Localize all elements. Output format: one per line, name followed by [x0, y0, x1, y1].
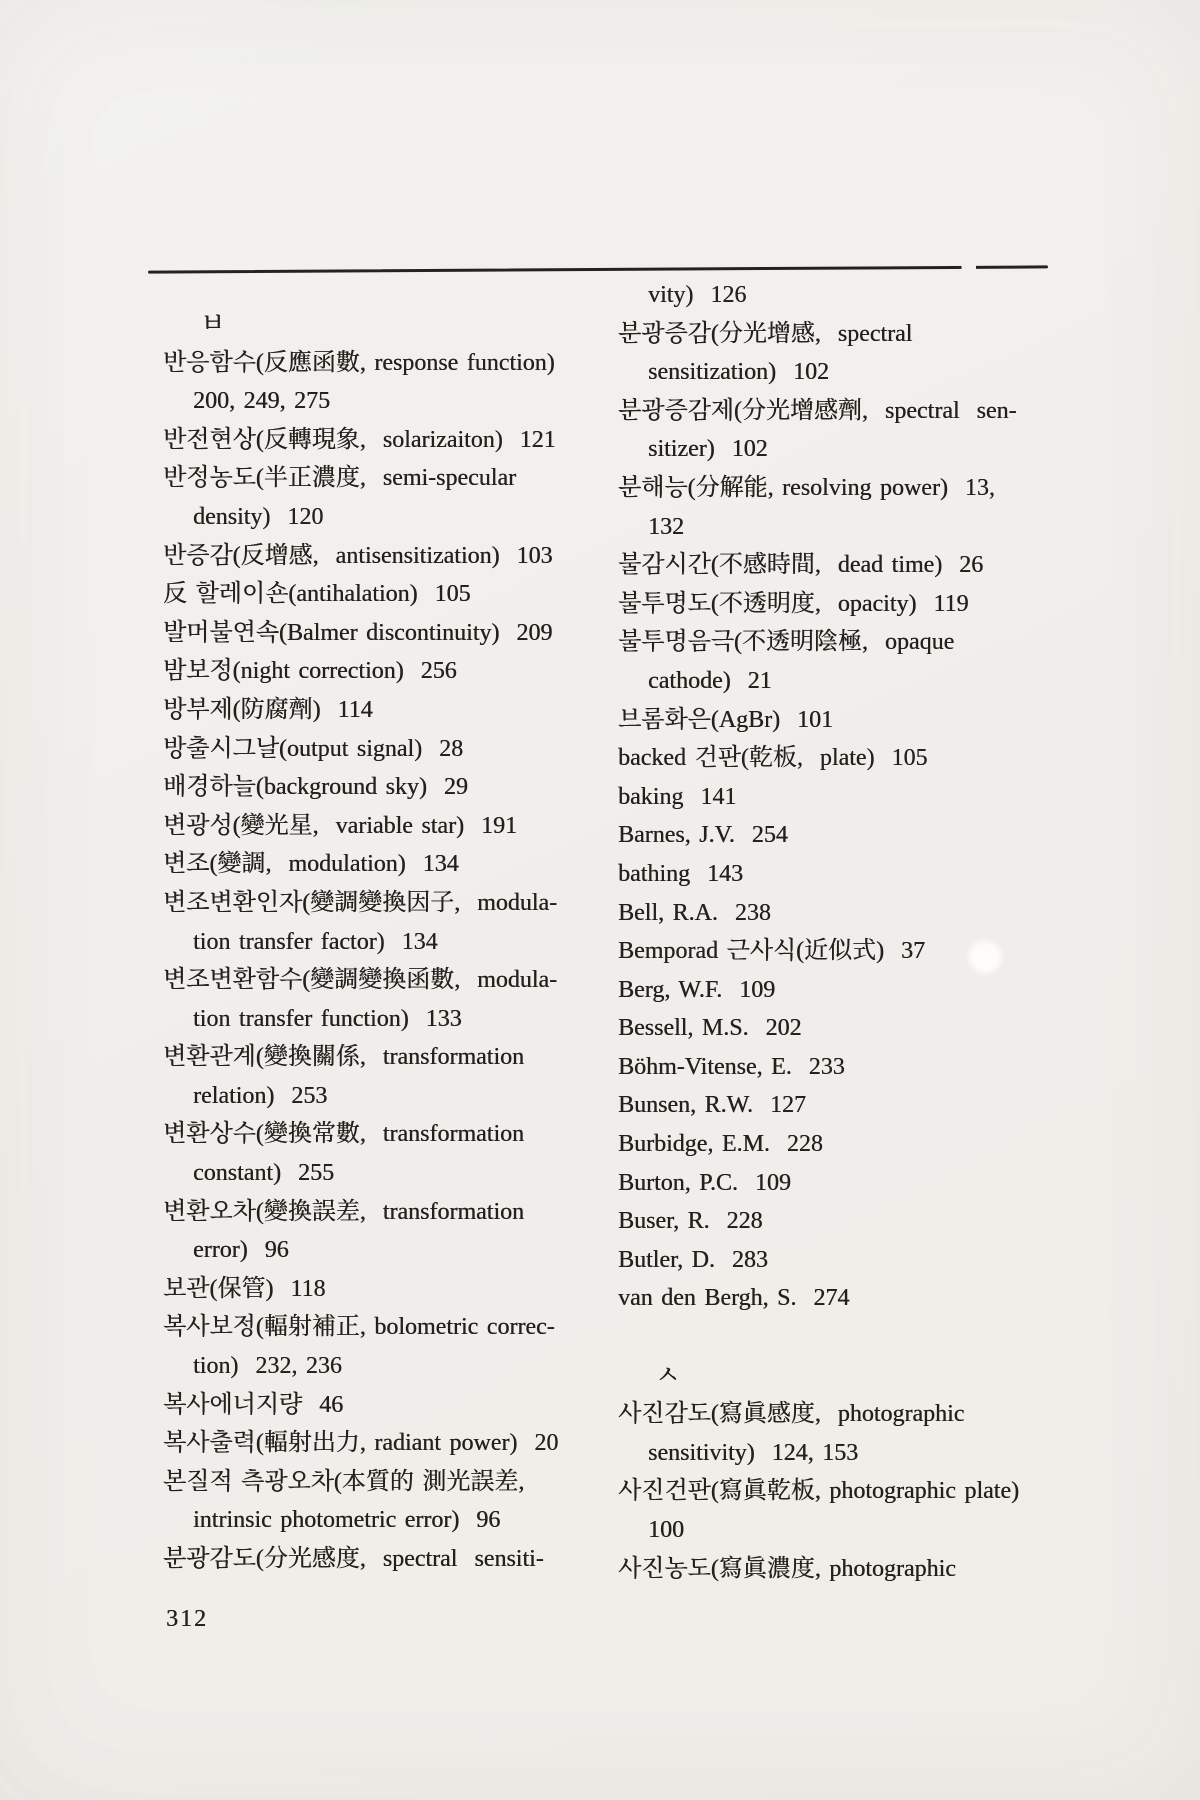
- index-entry-line: 분광증감(分光增感, spectral: [618, 320, 913, 347]
- index-continuation-line: sensitivity) 124, 153: [648, 1439, 859, 1466]
- index-continuation-line: error) 96: [193, 1237, 289, 1264]
- index-entry-line: 복사출력(輻射出力, radiant power) 20: [163, 1430, 559, 1457]
- index-continuation-line: tion) 232, 236: [193, 1353, 342, 1380]
- index-entry-line: Bell, R.A. 238: [618, 899, 771, 926]
- scan-artifact-spot: [966, 938, 1004, 976]
- index-entry-line: 분광감도(分光感度, spectral sensiti-: [163, 1546, 544, 1572]
- index-entry-line: 사진감도(寫眞感度, photographic: [618, 1401, 965, 1428]
- index-entry-line: 복사에너지량 46: [163, 1391, 344, 1418]
- index-entry-line: 변조변환인자(變調變換因子, modula-: [163, 889, 558, 916]
- index-entry-line: 변조변환함수(變調變換函數, modula-: [163, 967, 558, 994]
- index-entry-line: Butler, D. 283: [618, 1246, 768, 1273]
- page-number: 312: [166, 1606, 208, 1632]
- index-entry-line: 반전현상(反轉現象, solarizaiton) 121: [163, 426, 556, 453]
- index-entry-line: 反 할레이숀(antihalation) 105: [163, 581, 471, 608]
- index-continuation-line: constant) 255: [193, 1160, 334, 1187]
- index-entry-line: Bessell, M.S. 202: [618, 1015, 802, 1042]
- index-section-header: ㅂ: [200, 309, 226, 338]
- index-entry-line: 분해능(分解能, resolving power) 13,: [618, 474, 995, 501]
- index-entry-line: Böhm-Vitense, E. 233: [618, 1053, 845, 1080]
- index-entry-line: Bunsen, R.W. 127: [618, 1092, 806, 1119]
- index-entry-line: Barnes, J.V. 254: [618, 822, 788, 849]
- index-entry-line: 변조(變調, modulation) 134: [163, 851, 459, 878]
- index-entry-line: 변환오차(變換誤差, transformation: [163, 1198, 525, 1225]
- index-continuation-line: intrinsic photometric error) 96: [193, 1507, 501, 1534]
- index-continuation-line: tion transfer function) 133: [193, 1005, 462, 1032]
- index-entry-line: baking 141: [618, 783, 737, 810]
- index-left-column: [163, 305, 593, 1579]
- index-entry-line: 방부제(防腐劑) 114: [163, 696, 373, 723]
- index-entry-line: Burton, P.C. 109: [618, 1169, 791, 1196]
- index-entry-line: backed 건판(乾板, plate) 105: [618, 745, 928, 772]
- index-entry-line: Bemporad 근사식(近似式) 37: [618, 938, 926, 965]
- index-continuation-line: relation) 253: [193, 1082, 328, 1109]
- index-entry-line: 반증감(反增感, antisensitization) 103: [163, 542, 553, 569]
- index-entry-line: 발머불연속(Balmer discontinuity) 209: [163, 619, 553, 646]
- index-entry-line: van den Bergh, S. 274: [618, 1285, 850, 1312]
- index-right-column: [618, 276, 1038, 1588]
- index-entry-line: 반응함수(反應函數, response function): [163, 349, 555, 376]
- index-continuation-line: density) 120: [193, 503, 324, 530]
- index-entry-line: Burbidge, E.M. 228: [618, 1131, 823, 1158]
- index-entry-line: 복사보정(輻射補正, bolometric correc-: [163, 1314, 555, 1341]
- index-continuation-line: sitizer) 102: [648, 436, 768, 463]
- index-entry-line: 사진농도(寫眞濃度, photographic: [618, 1555, 956, 1582]
- index-entry-line: Berg, W.F. 109: [618, 976, 776, 1003]
- index-section-header: ㅅ: [655, 1360, 681, 1390]
- index-entry-line: 브롬화은(AgBr) 101: [618, 706, 834, 733]
- index-entry-line: 불투명음극(不透明陰極, opaque: [618, 629, 955, 656]
- index-entry-line: 방출시그날(output signal) 28: [163, 735, 464, 762]
- column-gap: [618, 1318, 1038, 1357]
- index-entry-line: Buser, R. 228: [618, 1208, 763, 1235]
- index-entry-line: 반정농도(半正濃度, semi-specular: [163, 465, 517, 492]
- index-continuation-line: tion transfer factor) 134: [193, 928, 438, 955]
- top-divider-rule: [148, 265, 1048, 273]
- index-entry-line: 보관(保管) 118: [163, 1275, 326, 1302]
- index-entry-line: 사진건판(寫眞乾板, photographic plate): [618, 1478, 1019, 1505]
- index-continuation-line: sensitization) 102: [648, 359, 829, 386]
- index-entry-line: 불감시간(不感時間, dead time) 26: [618, 552, 984, 579]
- index-entry-line: 변환관계(變換關係, transformation: [163, 1044, 525, 1071]
- index-entry-line: 변광성(變光星, variable star) 191: [163, 812, 517, 839]
- index-entry-line: 불투명도(不透明度, opacity) 119: [618, 590, 969, 617]
- index-continuation-line: cathode) 21: [648, 667, 772, 694]
- index-continuation-line: 100: [648, 1517, 684, 1543]
- index-entry-line: 배경하늘(background sky) 29: [163, 774, 468, 801]
- index-entry-line: 변환상수(變換常數, transformation: [163, 1121, 525, 1148]
- index-continuation-line: 200, 249, 275: [193, 388, 330, 415]
- index-continuation-line: 132: [648, 513, 684, 540]
- index-entry-line: bathing 143: [618, 860, 743, 887]
- index-continuation-line: vity) 126: [648, 282, 747, 308]
- index-entry-line: 밤보정(night correction) 256: [163, 658, 457, 685]
- index-entry-line: 본질적 측광오차(本質的 測光誤差,: [163, 1468, 525, 1495]
- index-entry-line: 분광증감제(分光增感劑, spectral sen-: [618, 397, 1017, 424]
